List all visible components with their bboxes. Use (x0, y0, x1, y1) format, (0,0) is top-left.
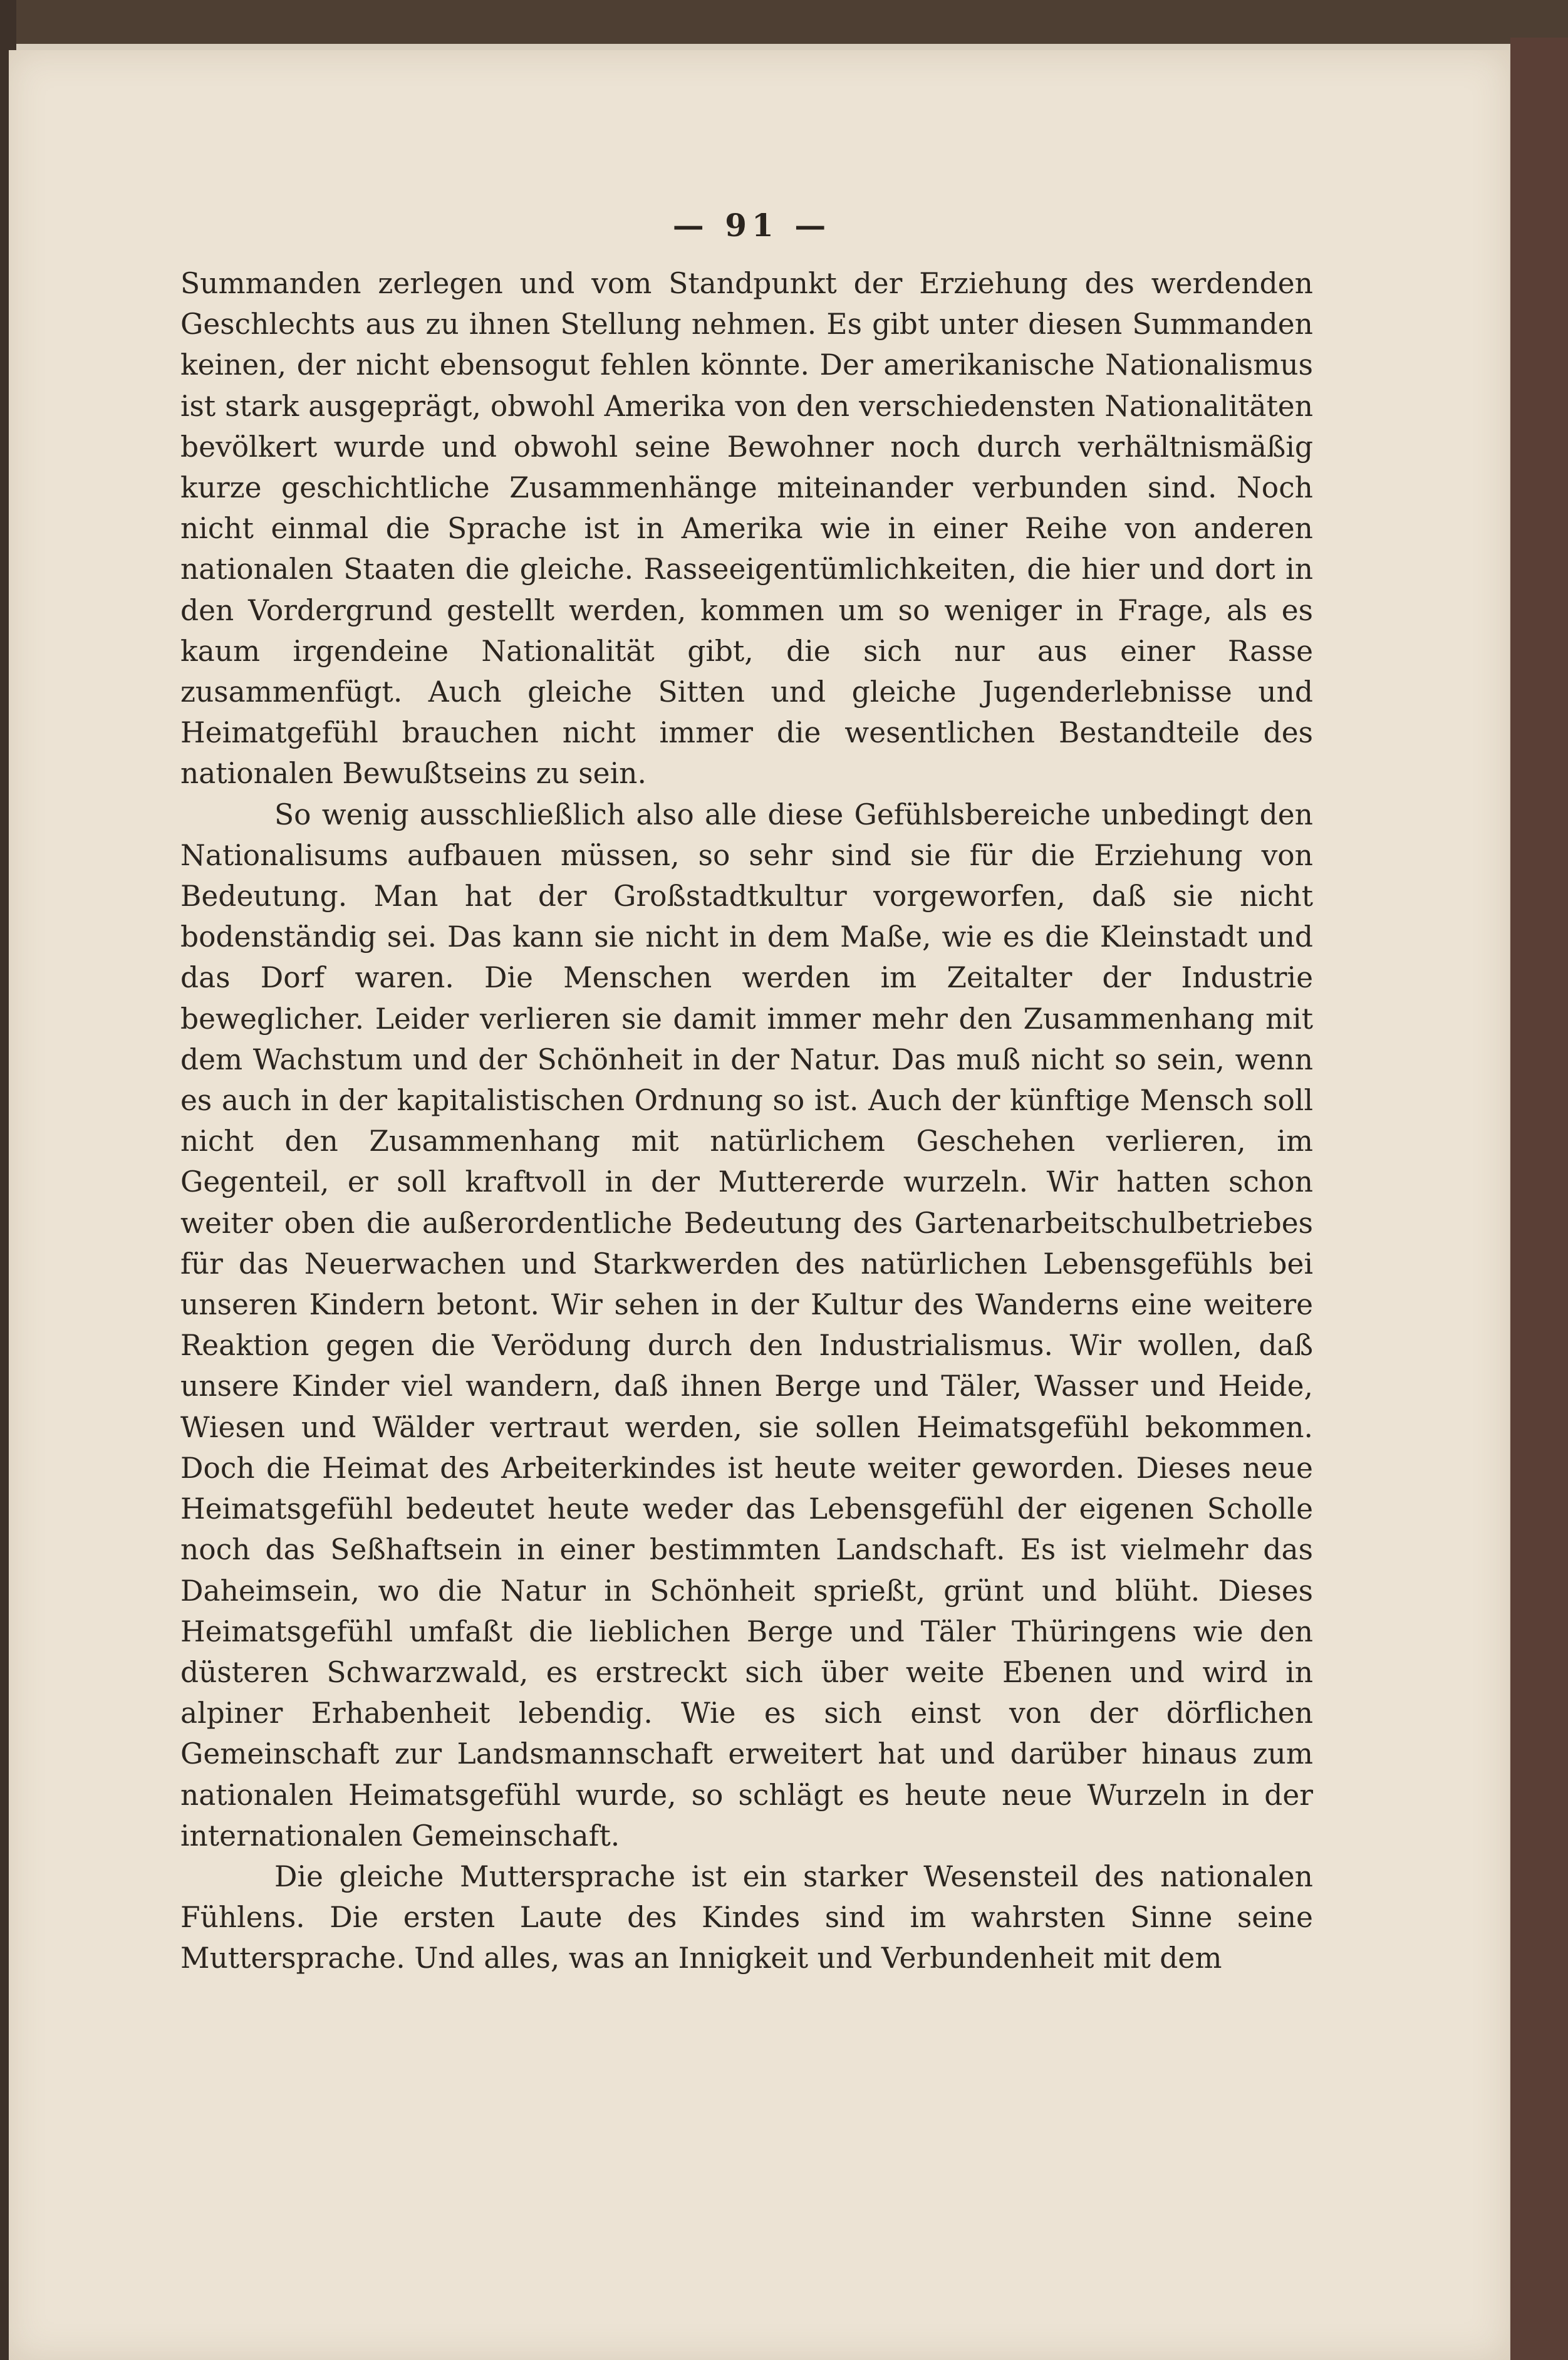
book-binding-spine (1510, 38, 1568, 2360)
page-number: — 91 — (672, 207, 831, 244)
paragraph-2: So wenig ausschließlich also alle diese Gefühlsbereiche unbedingt den Nationalisums aufbauen müssen, so sehr sind sie für die Erziehung von Bedeutung. Man hat der Großstadtkultur vorgeworfen, daß sie nicht bodenständig sei. Das kann sie nicht in dem Maße, wie es die Kleinstadt und das Dorf waren. Die Menschen werden im Zeitalter der Industrie beweglicher. Leider verlieren sie damit immer mehr den Zusammenhang mit dem Wachstum und der Schönheit in der Natur. Das muß nicht so sein, wenn es auch in der kapitalistischen Ordnung so ist. Auch der künftige Mensch soll nicht den Zusammenhang mit natürlichem Geschehen verlieren, im Gegenteil, er soll kraftvoll in der Muttererde wurzeln. Wir hatten schon weiter oben die außerordentliche Bedeutung des Gartenarbeitschulbetriebes für das Neuerwachen und Starkwerden des natürlichen Lebensgefühls bei unseren Kindern betont. Wir sehen in der Kultur des Wanderns eine weitere Reaktion gegen die Verödung durch den Industrialismus. Wir wollen, daß unsere Kinder viel wandern, daß ihnen Berge und Täler, Wasser und Heide, Wiesen und Wälder vertraut werden, sie sollen Heimatsgefühl bekommen. Doch die Heimat des Arbeiterkindes ist heute weiter geworden. Dieses neue Heimatsgefühl bedeutet heute weder das Lebensgefühl der eigenen Scholle noch das Seßhaftsein in einer bestimmten Landschaft. Es ist vielmehr das Daheimsein, wo die Natur in Schönheit sprießt, grünt und blüht. Dieses Heimatsgefühl umfaßt die lieblichen Berge und Täler Thüringens wie den düsteren Schwarzwald, es erstreckt sich über weite Ebenen und wird in alpiner Erhabenheit lebendig. Wie es sich einst von der dörflichen Gemeinschaft zur Landsmannschaft erweitert hat und darüber hinaus zum nationalen Heimatsgefühl wurde, so schlägt es heute neue Wurzeln in der internationalen Gemeinschaft. (180, 798, 1313, 1853)
paragraph-1: Summanden zerlegen und vom Standpunkt der Erziehung des werdenden Geschlechts aus zu ihnen Stellung nehmen. Es gibt unter diesen Summanden keinen, der nicht ebensogut fehlen könnte. Der amerikanische Nationalismus ist stark ausgeprägt, obwohl Amerika von den verschiedensten Nationalitäten bevölkert wurde und obwohl seine Bewohner noch durch verhältnismäßig kurze geschichtliche Zusammenhänge miteinander verbunden sind. Noch nicht einmal die Sprache ist in Amerika wie in einer Reihe von anderen nationalen Staaten die gleiche. Rasseeigentümlichkeiten, die hier und dort in den Vordergrund gestellt werden, kommen um so weniger in Frage, als es kaum irgendeine Nationalität gibt, die sich nur aus einer Rasse zusammenfügt. Auch gleiche Sitten und gleiche Jugenderlebnisse und Heimatgefühl brauchen nicht immer die wesentlichen Bestandteile des nationalen Bewußtseins zu sein. (180, 267, 1313, 791)
paragraph-3: Die gleiche Muttersprache ist ein starker Wesensteil des nationalen Fühlens. Die ersten Laute des Kindes sind im wahrsten Sinne seine Muttersprache. Und alles, was an Innigkeit und Verbundenheit mit dem (180, 1859, 1313, 1975)
body-text (180, 263, 1313, 1979)
